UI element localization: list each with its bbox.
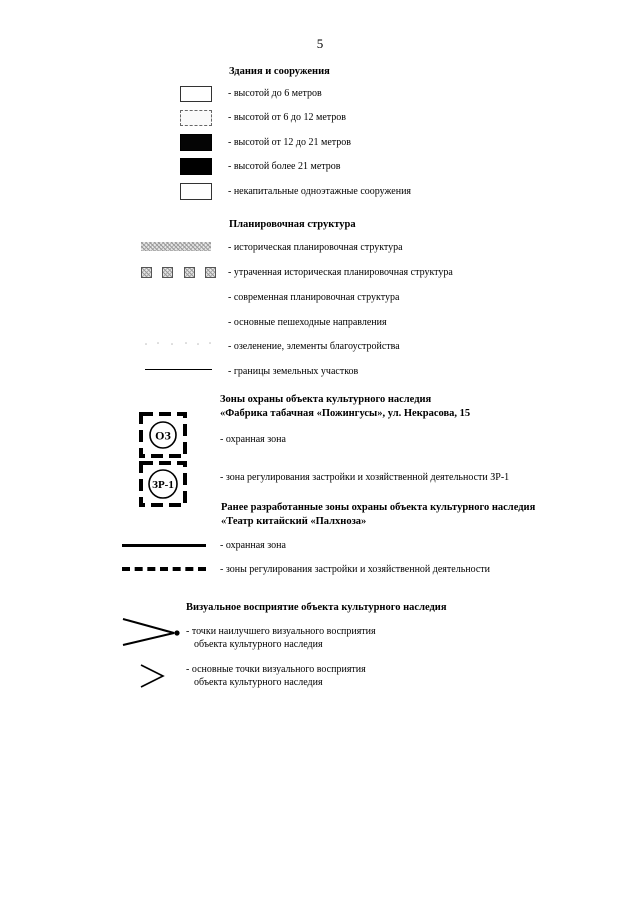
legend-item-pedestrian-directions: - основные пешеходные направления [228, 317, 387, 328]
legend-item-best-viewpoints-line2: объекта культурного наследия [194, 639, 323, 650]
earlier-heading-line2: «Театр китайский «Палхноза» [221, 516, 367, 527]
legend-item-temporary: - некапитальные одноэтажные сооружения [228, 186, 412, 197]
legend-item-land-boundaries: - границы земельных участков [228, 366, 359, 377]
earlier-regulation-zone-swatch [122, 567, 206, 571]
legend-item-greenery: - озеленение, элементы благоустройства [228, 341, 400, 352]
protection-heading-line1: Зоны охраны объекта культурного наследия [220, 394, 432, 405]
legend-item-protection-zone: - охранная зона [220, 434, 286, 445]
best-viewpoint-symbol [120, 616, 182, 648]
legend-swatch-12-21m [180, 134, 212, 151]
historical-structure-swatch [141, 242, 211, 251]
legend-item-12-21m: - высотой от 12 до 21 метров [228, 137, 351, 148]
legend-item-lost-structure: - утраченная историческая планировочная структура [228, 267, 453, 278]
legend-item-6-12m: - высотой от 6 до 12 метров [228, 112, 346, 123]
legend-swatch-temporary [180, 183, 212, 200]
greenery-swatch [140, 340, 216, 348]
legend-item-main-viewpoints-line2: объекта культурного наследия [194, 677, 323, 688]
protection-zone-symbol [137, 410, 189, 460]
regulation-zone-symbol [137, 459, 189, 509]
legend-item-up-to-6m: - высотой до 6 метров [228, 88, 322, 99]
legend-item-modern-structure: - современная планировочная структура [228, 292, 400, 303]
legend-swatch-up-to-6m [180, 86, 212, 102]
regulation-zone-symbol-label: ЗР-1 [152, 479, 174, 491]
legend-item-earlier-protection-zone: - охранная зона [220, 540, 286, 551]
land-boundary-swatch [145, 369, 212, 370]
main-viewpoint-symbol [138, 662, 168, 690]
legend-swatch-6-12m [180, 110, 212, 126]
legend-item-regulation-zone: - зона регулирования застройки и хозяйственной деятельности ЗР-1 [220, 472, 510, 483]
legend-item-over-21m: - высотой более 21 метров [228, 161, 341, 172]
planning-heading: Планировочная структура [229, 219, 356, 230]
legend-item-best-viewpoints-line1: - точки наилучшего визуального восприятия [186, 626, 376, 637]
visual-heading: Визуальное восприятие объекта культурного наследия [186, 602, 447, 613]
legend-item-main-viewpoints-line1: - основные точки визуального восприятия [186, 664, 366, 675]
protection-heading-line2: «Фабрика табачная «Пожингусы», ул. Некрасова, 15 [220, 408, 471, 419]
legend-item-earlier-regulation-zone: - зоны регулирования застройки и хозяйственной деятельности [220, 564, 491, 575]
earlier-heading-line1: Ранее разработанные зоны охраны объекта культурного наследия [221, 502, 536, 513]
legend-item-historical-structure: - историческая планировочная структура [228, 242, 403, 253]
page-number: 5 [316, 36, 324, 51]
earlier-protection-zone-swatch [122, 544, 206, 547]
protection-zone-symbol-label: ОЗ [155, 428, 171, 443]
legend-swatch-over-21m [180, 158, 212, 175]
buildings-heading: Здания и сооружения [229, 66, 330, 77]
